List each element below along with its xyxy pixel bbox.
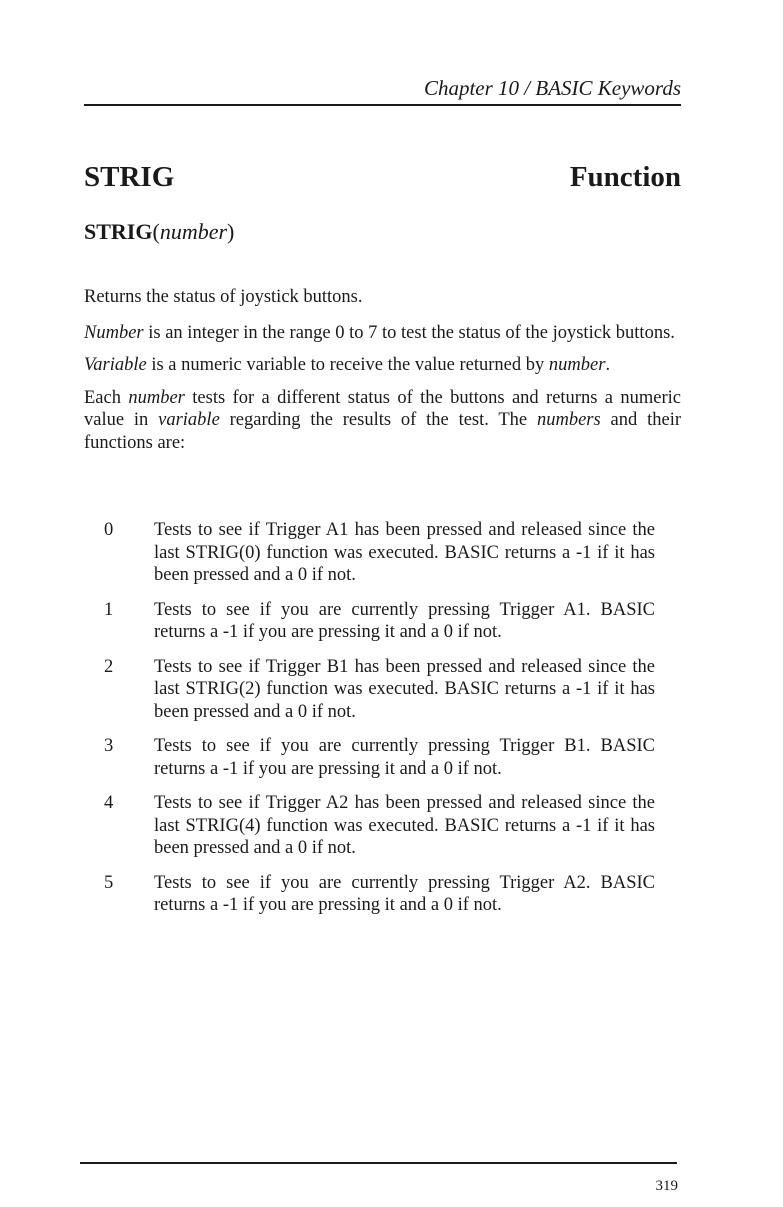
- item-description: Tests to see if you are currently pressing Trigger A2. BASIC returns a -1 if you are pressing it and a 0 if not.: [154, 872, 655, 915]
- number-paragraph: [84, 322, 681, 345]
- list-item: [84, 872, 681, 917]
- variable-term: Variable: [84, 355, 147, 375]
- keyword-title: STRIG: [84, 161, 175, 193]
- list-item: [84, 656, 681, 724]
- each-term-number: number: [128, 387, 185, 408]
- item-number: 3: [104, 736, 114, 756]
- each-text-2: tests for a different status of the buttons and returns a numeric value in: [84, 387, 681, 430]
- item-description: Tests to see if you are currently pressing Trigger B1. BASIC returns a -1 if you are pressing it and a 0 if not.: [154, 736, 655, 779]
- variable-text: is a numeric variable to receive the value returned by: [146, 355, 549, 375]
- syntax-line: [84, 219, 234, 245]
- each-paragraph: [84, 387, 681, 455]
- each-term-numbers: numbers: [536, 410, 601, 430]
- variable-text-end: .: [605, 355, 611, 375]
- item-description: Tests to see if Trigger A1 has been pressed and released since the last STRIG(0) function was executed. BASIC returns a -1 if it has been pressed and a 0 if not.: [154, 520, 655, 585]
- syntax-close-paren: ): [227, 219, 235, 244]
- variable-paragraph: [84, 354, 681, 377]
- description-body: [84, 286, 681, 464]
- list-item: [84, 519, 681, 587]
- syntax-open-paren: (: [152, 219, 160, 244]
- item-number: 4: [104, 793, 114, 813]
- number-text: is an integer in the range 0 to 7 to test the status of the joystick buttons.: [143, 322, 675, 343]
- item-number: 0: [104, 520, 114, 540]
- each-text-4: and their functions are:: [84, 410, 681, 453]
- each-text-1: Each: [84, 387, 129, 408]
- header-rule: [84, 104, 681, 106]
- page-number: 319: [655, 1178, 678, 1194]
- list-item: [84, 792, 681, 860]
- list-item: [84, 735, 681, 780]
- variable-term-number: number: [548, 355, 606, 375]
- number-term: Number: [84, 322, 144, 343]
- item-description: Tests to see if Trigger B1 has been pressed and released since the last STRIG(2) function was executed. BASIC returns a -1 if it has been pressed and a 0 if not.: [154, 656, 655, 722]
- item-description: Tests to see if Trigger A2 has been pressed and released since the last STRIG(4) function was executed. BASIC returns a -1 if it has been pressed and a 0 if not.: [154, 793, 655, 858]
- syntax-keyword: STRIG: [84, 219, 153, 244]
- syntax-argument: number: [159, 219, 228, 244]
- footer-rule: [80, 1162, 677, 1164]
- each-text-3: regarding the results of the test. The: [219, 410, 537, 430]
- list-item: [84, 599, 681, 644]
- item-number: 1: [104, 599, 114, 620]
- item-number: 5: [104, 872, 114, 893]
- summary-paragraph: Returns the status of joystick buttons.: [84, 287, 363, 307]
- number-list: [84, 519, 681, 929]
- item-description: Tests to see if you are currently pressing Trigger A1. BASIC returns a -1 if you are pressing it and a 0 if not.: [154, 599, 655, 642]
- item-number: 2: [104, 656, 114, 677]
- keyword-type: Function: [569, 161, 681, 193]
- each-term-variable: variable: [158, 410, 220, 430]
- running-head: Chapter 10 / BASIC Keywords: [423, 76, 681, 100]
